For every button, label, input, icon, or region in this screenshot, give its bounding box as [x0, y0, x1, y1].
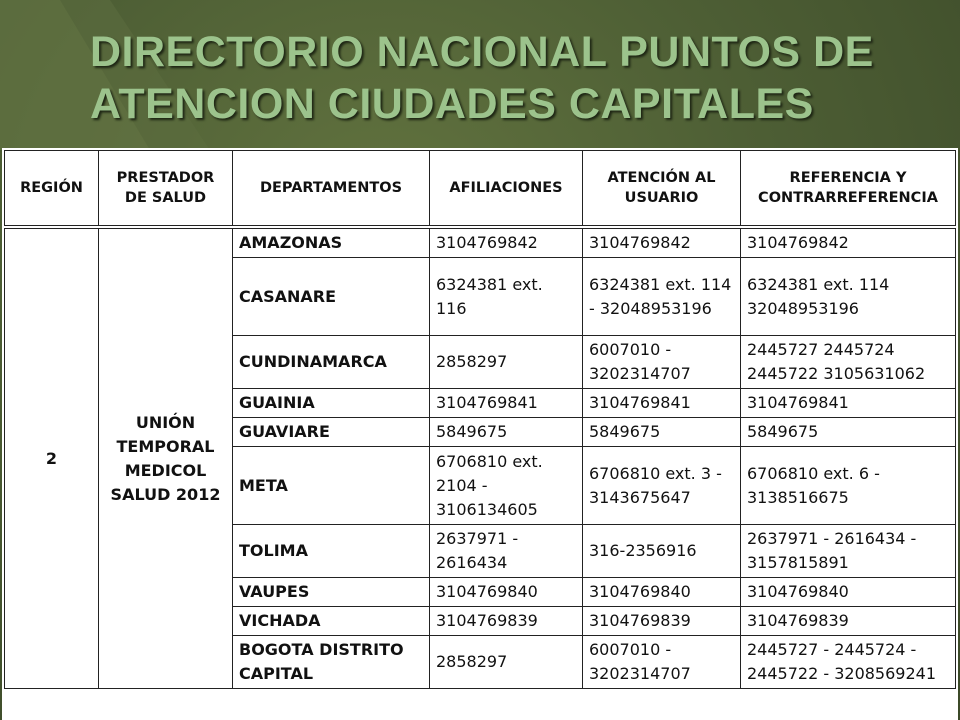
directory-table [4, 150, 956, 689]
department-cell: VAUPES [233, 578, 430, 607]
user-service-cell: 3104769841 [583, 389, 741, 418]
department-cell: CUNDINAMARCA [233, 336, 430, 389]
user-service-cell: 3104769839 [583, 607, 741, 636]
affiliations-cell: 3104769842 [430, 227, 583, 258]
affiliations-cell: 3104769841 [430, 389, 583, 418]
header-region: REGIÓN [5, 151, 99, 228]
user-service-cell: 3104769842 [583, 227, 741, 258]
department-cell: TOLIMA [233, 525, 430, 578]
department-cell: GUAVIARE [233, 418, 430, 447]
table-header-row [5, 151, 956, 228]
referral-cell: 6324381 ext. 114 32048953196 [741, 258, 956, 336]
referral-cell: 2445727 - 2445724 - 2445722 - 3208569241 [741, 636, 956, 689]
user-service-cell: 6007010 - 3202314707 [583, 636, 741, 689]
affiliations-cell: 2637971 - 2616434 [430, 525, 583, 578]
user-service-cell: 6706810 ext. 3 - 3143675647 [583, 447, 741, 525]
department-cell: AMAZONAS [233, 227, 430, 258]
department-cell: CASANARE [233, 258, 430, 336]
affiliations-cell: 3104769840 [430, 578, 583, 607]
header-department: DEPARTAMENTOS [233, 151, 430, 228]
department-cell: VICHADA [233, 607, 430, 636]
table-row [5, 227, 956, 258]
user-service-cell: 6324381 ext. 114 - 32048953196 [583, 258, 741, 336]
department-cell: BOGOTA DISTRITO CAPITAL [233, 636, 430, 689]
directory-document [2, 148, 958, 720]
department-cell: META [233, 447, 430, 525]
user-service-cell: 3104769840 [583, 578, 741, 607]
user-service-cell: 6007010 - 3202314707 [583, 336, 741, 389]
referral-cell: 3104769839 [741, 607, 956, 636]
header-affiliations: AFILIACIONES [430, 151, 583, 228]
user-service-cell: 5849675 [583, 418, 741, 447]
header-referral: REFERENCIA Y CONTRARREFERENCIA [741, 151, 956, 228]
affiliations-cell: 2858297 [430, 636, 583, 689]
department-cell: GUAINIA [233, 389, 430, 418]
affiliations-cell: 6324381 ext. 116 [430, 258, 583, 336]
referral-cell: 3104769841 [741, 389, 956, 418]
header-provider: PRESTADOR DE SALUD [99, 151, 233, 228]
header-user-service: ATENCIÓN AL USUARIO [583, 151, 741, 228]
region-cell: 2 [5, 227, 99, 689]
referral-cell: 5849675 [741, 418, 956, 447]
referral-cell: 3104769842 [741, 227, 956, 258]
affiliations-cell: 6706810 ext. 2104 - 3106134605 [430, 447, 583, 525]
referral-cell: 6706810 ext. 6 - 3138516675 [741, 447, 956, 525]
affiliations-cell: 5849675 [430, 418, 583, 447]
affiliations-cell: 2858297 [430, 336, 583, 389]
slide-title: DIRECTORIO NACIONAL PUNTOS DE ATENCION CIUDADES CAPITALES [90, 28, 874, 128]
provider-cell: UNIÓN TEMPORAL MEDICOL SALUD 2012 [99, 227, 233, 689]
user-service-cell: 316-2356916 [583, 525, 741, 578]
referral-cell: 2445727 2445724 2445722 3105631062 [741, 336, 956, 389]
referral-cell: 3104769840 [741, 578, 956, 607]
affiliations-cell: 3104769839 [430, 607, 583, 636]
referral-cell: 2637971 - 2616434 - 3157815891 [741, 525, 956, 578]
